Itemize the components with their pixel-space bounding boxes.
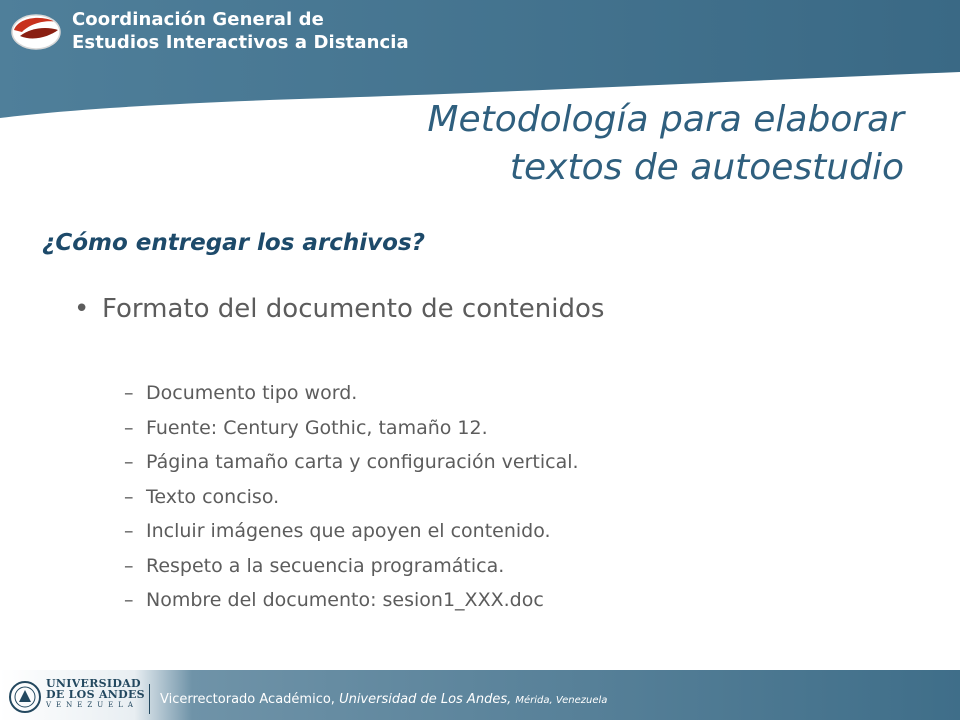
title-line1: Metodología para elaborar — [427, 99, 904, 140]
footer-text-part1: Vicerrectorado Académico, — [160, 692, 340, 707]
dash-marker: – — [124, 451, 134, 473]
list-item — [124, 411, 579, 446]
dash-marker: – — [124, 382, 134, 404]
bullet-text: Formato del documento de contenidos — [102, 294, 605, 324]
dash-marker: – — [124, 589, 134, 611]
list-item-text: Texto conciso. — [146, 485, 280, 508]
university-emblem-icon — [8, 678, 42, 716]
slide-title — [427, 96, 904, 192]
dash-marker: – — [124, 554, 134, 577]
university-wordmark — [46, 678, 145, 711]
footer-text-part2: Universidad de Los Andes, — [339, 692, 516, 707]
footer-text — [160, 692, 607, 707]
bullet-marker: • — [74, 294, 90, 324]
univ-line2: DE LOS ANDES — [46, 688, 145, 701]
univ-line3: VENEZUELA — [46, 701, 138, 709]
list-item-text: Página tamaño carta y configuración vertical. — [146, 451, 579, 473]
slide-subtitle: ¿Cómo entregar los archivos? — [42, 230, 426, 256]
dash-marker: – — [124, 416, 134, 439]
footer-divider — [149, 684, 150, 714]
list-item — [124, 480, 579, 515]
dash-marker: – — [124, 520, 134, 542]
list-item — [124, 583, 579, 618]
main-bullet — [74, 294, 604, 324]
sub-item-list — [124, 376, 579, 618]
list-item — [124, 445, 579, 480]
list-item — [124, 514, 579, 549]
list-item-text: Incluir imágenes que apoyen el contenido. — [146, 520, 551, 542]
list-item-text: Respeto a la secuencia programática. — [146, 554, 505, 577]
univ-line1: UNIVERSIDAD — [46, 677, 141, 690]
ceidis-logo-icon — [10, 8, 62, 52]
footer-text-part3: Mérida, Venezuela — [515, 695, 608, 706]
dash-marker: – — [124, 485, 134, 508]
list-item-text: Nombre del documento: sesion1_XXX.doc — [146, 589, 544, 611]
list-item — [124, 549, 579, 584]
org-name-line2: Estudios Interactivos a Distancia — [72, 32, 409, 53]
footer-band — [0, 670, 960, 720]
title-line2: textos de autoestudio — [509, 147, 904, 188]
list-item — [124, 376, 579, 411]
list-item-text: Documento tipo word. — [146, 382, 358, 404]
list-item-text: Fuente: Century Gothic, tamaño 12. — [146, 416, 488, 439]
org-name-line1: Coordinación General de — [72, 9, 324, 30]
organization-name — [72, 8, 409, 54]
